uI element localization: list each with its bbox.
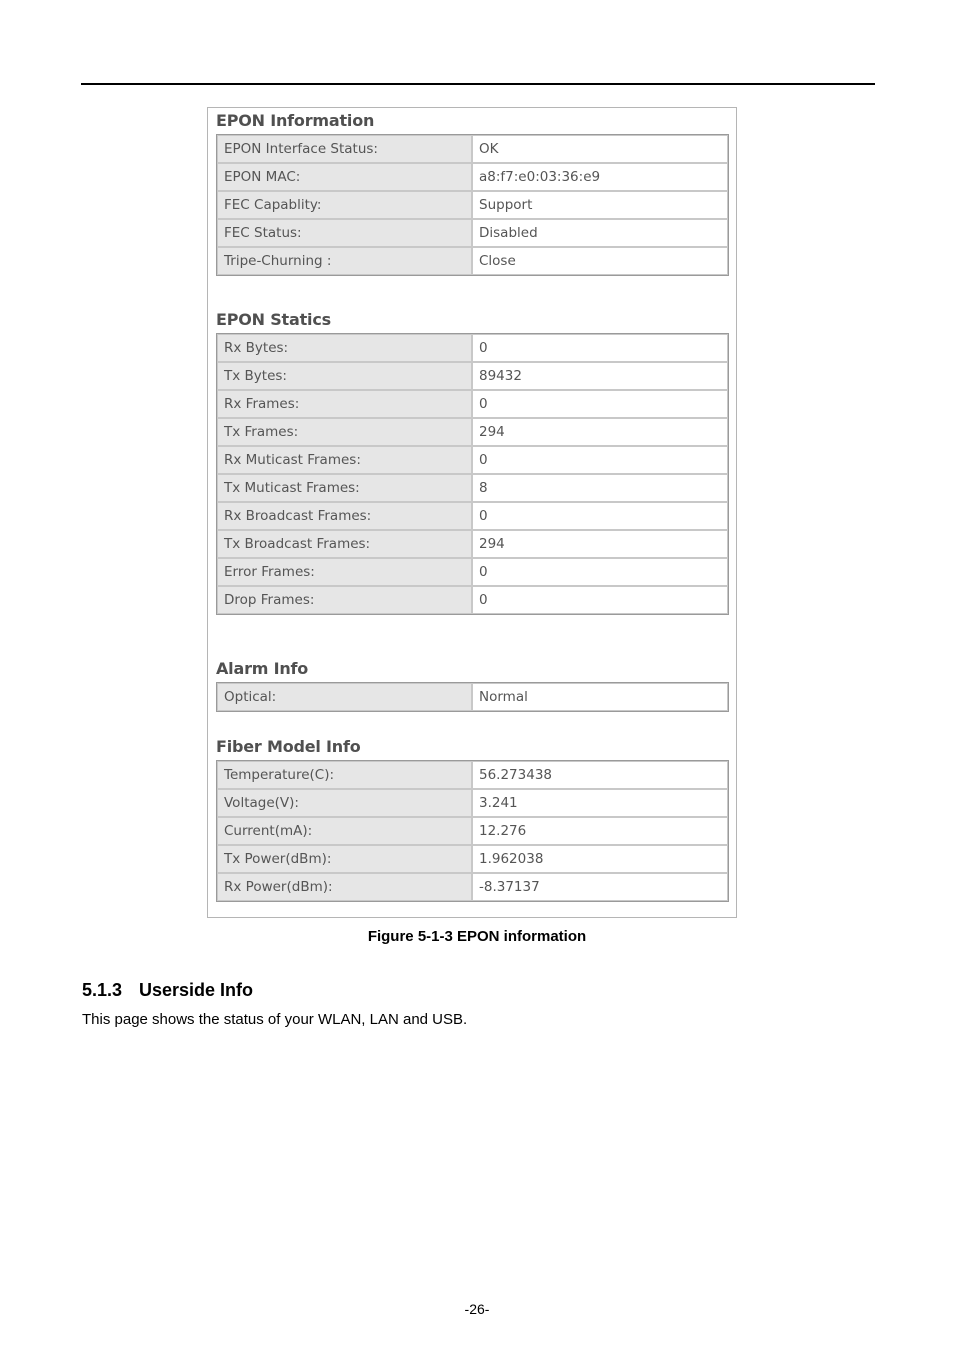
row-label: Tx Broadcast Frames:: [217, 530, 472, 558]
table-row: [217, 530, 728, 558]
row-label: Rx Frames:: [217, 390, 472, 418]
row-value: 0: [472, 390, 728, 418]
row-value: 0: [472, 502, 728, 530]
table-row: [217, 586, 728, 614]
row-value: a8:f7:e0:03:36:e9: [472, 163, 728, 191]
row-value: 1.962038: [472, 845, 728, 873]
row-label: Voltage(V):: [217, 789, 472, 817]
row-label: Drop Frames:: [217, 586, 472, 614]
row-value: 0: [472, 558, 728, 586]
row-label: Rx Muticast Frames:: [217, 446, 472, 474]
row-label: Rx Bytes:: [217, 334, 472, 362]
row-label: EPON MAC:: [217, 163, 472, 191]
row-label: Tripe-Churning :: [217, 247, 472, 275]
table-row: [217, 817, 728, 845]
table-row: [217, 761, 728, 789]
row-label: Optical:: [217, 683, 472, 711]
row-value: 3.241: [472, 789, 728, 817]
row-label: Tx Power(dBm):: [217, 845, 472, 873]
table-row: [217, 334, 728, 362]
table-row: [217, 390, 728, 418]
row-label: Tx Bytes:: [217, 362, 472, 390]
row-value: 89432: [472, 362, 728, 390]
table-row: [217, 789, 728, 817]
row-label: Tx Frames:: [217, 418, 472, 446]
table-row: [217, 418, 728, 446]
header-rule: [81, 83, 875, 85]
row-label: Rx Broadcast Frames:: [217, 502, 472, 530]
table-row: [217, 474, 728, 502]
row-label: FEC Capablity:: [217, 191, 472, 219]
section-number: 5.1.3: [82, 980, 123, 1000]
epon-information-screenshot: [207, 107, 737, 918]
row-value: 8: [472, 474, 728, 502]
table-row: [217, 446, 728, 474]
row-label: Error Frames:: [217, 558, 472, 586]
epon-statics-table: [216, 333, 729, 615]
row-value: Close: [472, 247, 728, 275]
alarm-info-title: Alarm Info: [216, 659, 309, 678]
row-label: Rx Power(dBm):: [217, 873, 472, 901]
row-label: EPON Interface Status:: [217, 135, 472, 163]
table-row: [217, 191, 728, 219]
table-row: [217, 135, 728, 163]
table-row: [217, 502, 728, 530]
body-paragraph: This page shows the status of your WLAN, LAN and USB.: [82, 1011, 468, 1028]
epon-information-table: [216, 134, 729, 276]
row-label: Current(mA):: [217, 817, 472, 845]
table-row: [217, 362, 728, 390]
row-value: 12.276: [472, 817, 728, 845]
table-row: [217, 873, 728, 901]
table-row: [217, 683, 728, 711]
row-value: 294: [472, 418, 728, 446]
row-value: Disabled: [472, 219, 728, 247]
epon-statics-title: EPON Statics: [216, 310, 331, 329]
row-value: 0: [472, 334, 728, 362]
row-value: 0: [472, 446, 728, 474]
row-value: 56.273438: [472, 761, 728, 789]
table-row: [217, 219, 728, 247]
figure-caption: Figure 5-1-3 EPON information: [367, 928, 587, 945]
page-number: -26-: [464, 1301, 490, 1317]
table-row: [217, 845, 728, 873]
row-value: OK: [472, 135, 728, 163]
section-heading: [82, 980, 253, 1001]
row-value: 0: [472, 586, 728, 614]
table-row: [217, 558, 728, 586]
row-label: FEC Status:: [217, 219, 472, 247]
row-value: Support: [472, 191, 728, 219]
alarm-info-table: [216, 682, 729, 712]
section-title: Userside Info: [139, 980, 254, 1000]
table-row: [217, 163, 728, 191]
row-value: 294: [472, 530, 728, 558]
table-row: [217, 247, 728, 275]
row-label: Temperature(C):: [217, 761, 472, 789]
epon-information-title: EPON Information: [216, 111, 375, 130]
row-value: -8.37137: [472, 873, 728, 901]
fiber-model-info-table: [216, 760, 729, 902]
row-label: Tx Muticast Frames:: [217, 474, 472, 502]
fiber-model-info-title: Fiber Model Info: [216, 737, 361, 756]
row-value: Normal: [472, 683, 728, 711]
